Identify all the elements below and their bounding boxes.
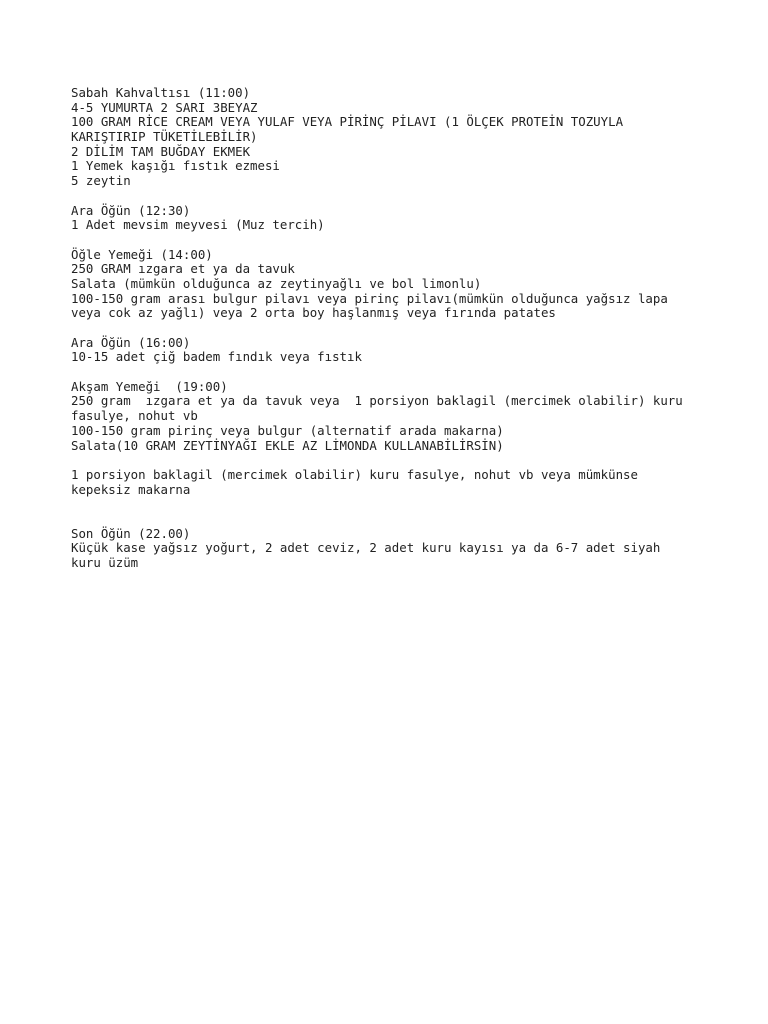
text-line: 5 zeytin: [71, 173, 131, 189]
section-alternative: [71, 468, 711, 497]
text-line: 1 porsiyon baklagil (mercimek olabilir) kuru fasulye, nohut vb veya mümkünse: [71, 466, 638, 482]
section-snack-2: [71, 336, 711, 365]
text-line: fasulye, nohut vb: [71, 408, 198, 424]
text-line: 100 GRAM RİCE CREAM VEYA YULAF VEYA PİRİNÇ PİLAVI (1 ÖLÇEK PROTEİN TOZUYLA: [71, 114, 624, 130]
text-line: kuru üzüm: [71, 555, 139, 571]
section-heading: Sabah Kahvaltısı (11:00): [71, 85, 251, 100]
text-line: 2 DİLİM TAM BUĞDAY EKMEK: [71, 143, 251, 159]
document-page: [71, 86, 711, 571]
text-line: 250 GRAM ızgara et ya da tavuk: [71, 261, 295, 277]
spacer: [71, 365, 711, 380]
spacer: [71, 497, 711, 526]
text-line: Küçük kase yağsız yoğurt, 2 adet ceviz, 2 adet kuru kayısı ya da 6-7 adet siyah: [71, 540, 661, 556]
text-line: 250 gram ızgara et ya da tavuk veya 1 porsiyon baklagil (mercimek olabilir) kuru: [71, 393, 683, 409]
section-lunch: [71, 248, 711, 321]
text-line: 4-5 YUMURTA 2 SARI 3BEYAZ: [71, 99, 258, 115]
section-heading: Öğle Yemeği (14:00): [71, 246, 213, 262]
text-line: veya cok az yağlı) veya 2 orta boy haşlanmış veya fırında patates: [71, 305, 556, 321]
section-last-meal: [71, 527, 711, 571]
section-heading: Son Öğün (22.00): [71, 525, 191, 541]
text-line: 1 Adet mevsim meyvesi (Muz tercih): [71, 217, 325, 233]
spacer: [71, 321, 711, 336]
text-line: KARIŞTIRIP TÜKETİLEBİLİR): [71, 129, 258, 145]
section-breakfast: [71, 86, 711, 189]
section-heading: Ara Öğün (16:00): [71, 334, 191, 350]
spacer: [71, 453, 711, 468]
text-line: Salata(10 GRAM ZEYTİNYAĞI EKLE AZ LİMONDA KULLANABİLİRSİN): [71, 437, 504, 453]
text-line: 100-150 gram pirinç veya bulgur (alternatif arada makarna): [71, 422, 504, 438]
section-heading: Ara Öğün (12:30): [71, 202, 191, 218]
section-heading: Akşam Yemeği (19:00): [71, 378, 228, 394]
section-snack-1: [71, 204, 711, 233]
text-line: 10-15 adet çiğ badem fındık veya fıstık: [71, 349, 362, 365]
text-line: 1 Yemek kaşığı fıstık ezmesi: [71, 158, 280, 174]
spacer: [71, 189, 711, 204]
section-dinner: [71, 380, 711, 453]
text-line: kepeksiz makarna: [71, 481, 191, 497]
text-line: 100-150 gram arası bulgur pilavı veya pirinç pilavı(mümkün olduğunca yağsız lapa: [71, 290, 668, 306]
spacer: [71, 233, 711, 248]
text-line: Salata (mümkün olduğunca az zeytinyağlı ve bol limonlu): [71, 275, 482, 291]
